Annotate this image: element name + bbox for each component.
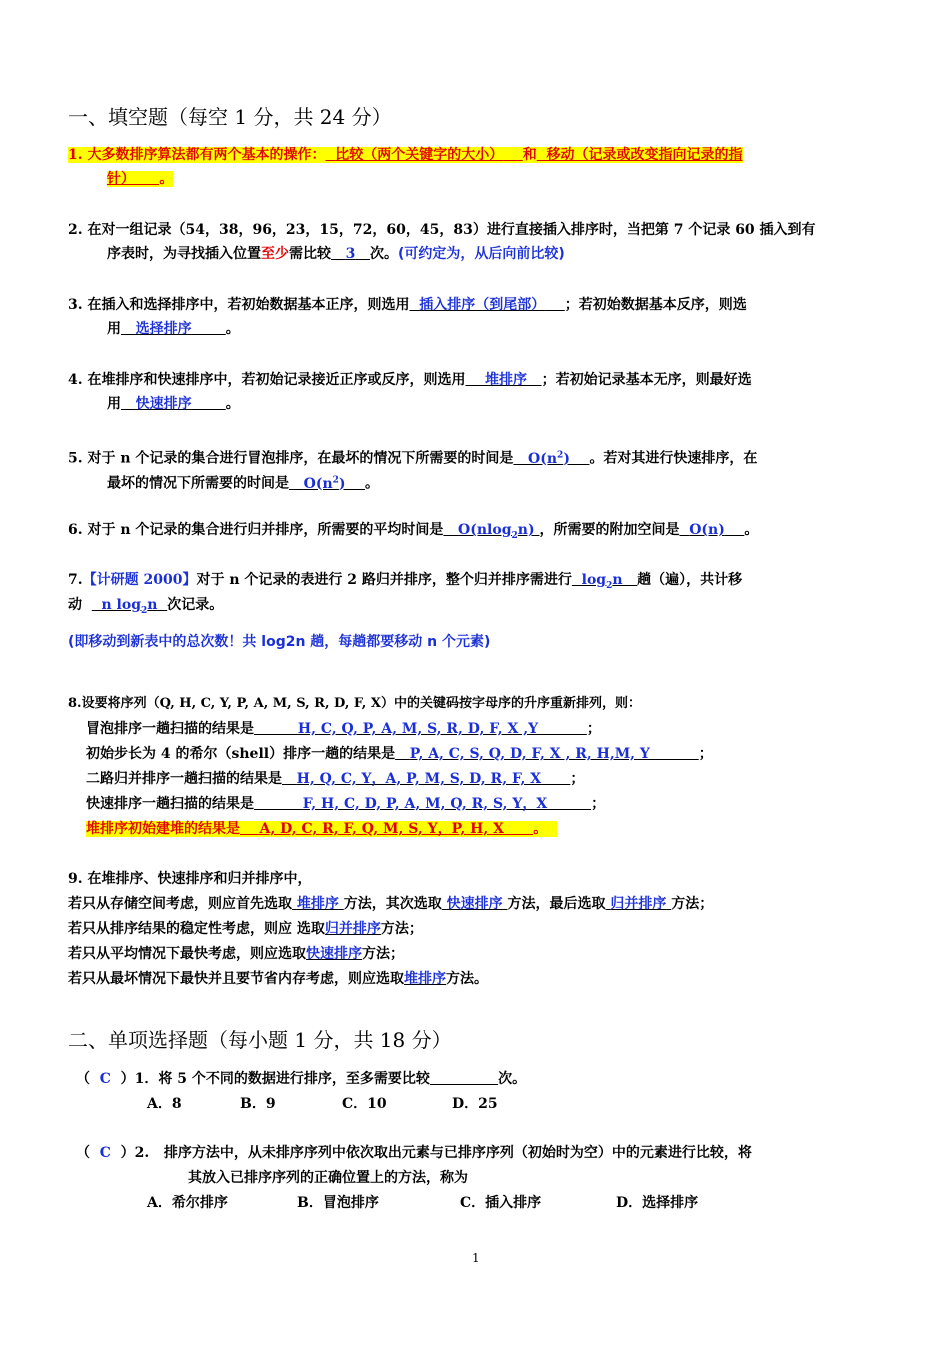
q7-source-tag: 【计研题 2000】 xyxy=(82,572,197,588)
q8-row-heap: 堆排序初始建堆的结果是 A, D, C, R, F, Q, M, S, Y，P, H, X 。 xyxy=(86,819,557,839)
q1-end: 。 xyxy=(159,171,174,187)
q6-line1: 6. 对于 n 个记录的集合进行归并排序，所需要的平均时间是 O(nlog$_2$n) ，所需要的附加空间是 O(n) 。 xyxy=(68,522,759,541)
q2-note: (可约定为，从后向前比较) xyxy=(398,246,565,262)
mc2-answer: C xyxy=(99,1145,111,1161)
q1-text: 1. 大多数排序算法都有两个基本的操作： xyxy=(68,147,326,163)
q5-answer1: $O(n^2)$ xyxy=(528,450,570,467)
q8-intro: 8.设要将序列（Q, H, C, Y, P, A, M, S, R, D, F, X）中的关键码按字母序的升序重新排列，则： xyxy=(68,696,641,711)
q4-answer2: 快速排序 xyxy=(135,396,192,412)
q9-answer-worst: 堆排序 xyxy=(404,971,446,987)
mc1-option-c: C．10 xyxy=(342,1096,387,1112)
q7-answer2: n $\log_2n$ xyxy=(101,597,158,616)
q9-line4: 若只从最坏情况下最快并且要节省内存考虑，则应选取堆排序方法。 xyxy=(68,971,488,987)
q1-and: 和 xyxy=(522,147,537,163)
q9-line1: 若只从存储空间考虑，则应首先选取 堆排序 方法，其次选取 快速排序 方法，最后选取 归并排序 方法； xyxy=(68,896,714,912)
q1-line1 xyxy=(68,145,743,165)
q8-answer-quick: F, H, C, D, P, A, M, Q, R, S, Y，X xyxy=(302,796,548,812)
q7-answer1: $\log_2n$ xyxy=(581,572,623,591)
q8-answer-bubble: H, C, Q, P, A, M, S, R, D, F, X ,Y xyxy=(297,721,539,737)
q8-row-shell: 初始步长为 4 的希尔（shell）排序一趟的结果是 P, A, C, S, Q, D, F, X , R, H,M, Y ； xyxy=(86,746,713,762)
q8-answer-heap: A, D, C, R, F, Q, M, S, Y，P, H, X xyxy=(240,821,533,837)
q9-answer-average: 快速排序 xyxy=(306,946,362,962)
q9-answer-space3: 归并排序 xyxy=(610,896,667,912)
q4-line1: 4. 在堆排序和快速排序中，若初始记录接近正序或反序，则选用 堆排序 ；若初始记录基本无序，则最好选 xyxy=(68,372,752,388)
q6-answer2: O(n) xyxy=(689,522,725,538)
q7-line1: 7.【计研题 2000】对于 n 个记录的表进行 2 路归并排序，整个归并排序需进行 $\log_2n$ 趟（遍），共计移 xyxy=(68,572,743,591)
q5-line1: 5. 对于 n 个记录的集合进行冒泡排序，在最坏的情况下所需要的时间是 $O(n^2)$ 。若对其进行快速排序，在 xyxy=(68,450,758,467)
q9-line2: 若只从排序结果的稳定性考虑，则应 选取归并排序方法； xyxy=(68,921,423,937)
mc1-option-a: A．8 xyxy=(147,1096,182,1112)
q7-line2: 动 n $\log_2n$ 次记录。 xyxy=(68,597,224,616)
mc1-question: （ C ）1．将 5 个不同的数据进行排序，至多需要比较 次。 xyxy=(76,1071,527,1087)
q9-answer-stability: 归并排序 xyxy=(324,921,381,937)
q1-answer2: 移动（记录或改变指向记录的指 xyxy=(537,147,743,163)
mc1-answer: C xyxy=(99,1071,111,1087)
section-title-fill-in: 一、填空题（每空 1 分，共 24 分） xyxy=(68,105,392,129)
q2-line2: 序表时，为寻找插入位置至少需比较 3 次。(可约定为，从后向前比较) xyxy=(107,246,565,262)
mc2-question-line1: （ C ）2. 排序方法中，从未排序序列中依次取出元素与已排序序列（初始时为空）中的元素进行比较，将 xyxy=(76,1145,752,1161)
mc2-option-b: B．冒泡排序 xyxy=(297,1195,379,1211)
q5-answer2: $O(n^2)$ xyxy=(303,475,346,492)
mc2-question-line2: 其放入已排序序列的正确位置上的方法，称为 xyxy=(188,1170,468,1186)
q3-line2: 用 选择排序 。 xyxy=(107,321,240,337)
q4-answer1: 堆排序 xyxy=(485,372,527,388)
mc1-option-d: D．25 xyxy=(452,1096,498,1112)
mc2-option-d: D．选择排序 xyxy=(616,1195,699,1211)
q2-line1: 2. 在对一组记录（54，38，96，23，15，72，60，45，83）进行直接插入排序时，当把第 7 个记录 60 插入到有 xyxy=(68,222,816,238)
q9-intro: 9. 在堆排序、快速排序和归并排序中， xyxy=(68,871,312,887)
q3-answer1: 插入排序（到尾部） xyxy=(419,297,546,313)
q8-row-quick: 快速排序一趟扫描的结果是 F, H, C, D, P, A, M, Q, R, S, Y，X ； xyxy=(86,796,606,812)
q7-note: (即移动到新表中的总次数！共 log2n 趟，每趟都要移动 n 个元素) xyxy=(68,634,491,650)
q1-answer2-cont: 针） xyxy=(107,171,159,187)
q2-answer: 3 xyxy=(345,246,356,262)
q3-line1: 3. 在插入和选择排序中，若初始数据基本正序，则选用 插入排序（到尾部） ；若初始数据基本反序，则选 xyxy=(68,297,747,313)
q5-line2: 最坏的情况下所需要的时间是 $O(n^2)$ 。 xyxy=(107,475,380,492)
q1-answer1: 比较（两个关键字的大小） xyxy=(326,147,523,163)
q9-answer-space1: 堆排序 xyxy=(296,896,339,912)
q8-row-merge: 二路归并排序一趟扫描的结果是 H, Q, C, Y，A, P, M, S, D, R, F, X ； xyxy=(86,771,585,787)
q1-line2 xyxy=(107,169,173,189)
q3-answer2: 选择排序 xyxy=(135,321,192,337)
q6-answer1: O(nlog$_2$n) xyxy=(458,522,535,541)
q8-answer-shell: P, A, C, S, Q, D, F, X , R, H,M, Y xyxy=(409,746,650,762)
q8-row-bubble: 冒泡排序一趟扫描的结果是 H, C, Q, P, A, M, S, R, D, F, X ,Y ； xyxy=(86,721,601,737)
mc2-option-a: A．希尔排序 xyxy=(147,1195,228,1211)
q9-line3: 若只从平均情况下最快考虑，则应选取快速排序方法； xyxy=(68,946,404,962)
page-number: 1 xyxy=(472,1251,480,1265)
q4-line2: 用 快速排序 。 xyxy=(107,396,240,412)
mc1-option-b: B．9 xyxy=(240,1096,276,1112)
q9-answer-space2: 快速排序 xyxy=(446,896,503,912)
mc2-option-c: C．插入排序 xyxy=(460,1195,542,1211)
section-title-single-choice: 二、单项选择题（每小题 1 分，共 18 分） xyxy=(68,1028,452,1052)
q8-answer-merge: H, Q, C, Y，A, P, M, S, D, R, F, X xyxy=(296,771,542,787)
q2-emphasis: 至少 xyxy=(261,246,289,262)
